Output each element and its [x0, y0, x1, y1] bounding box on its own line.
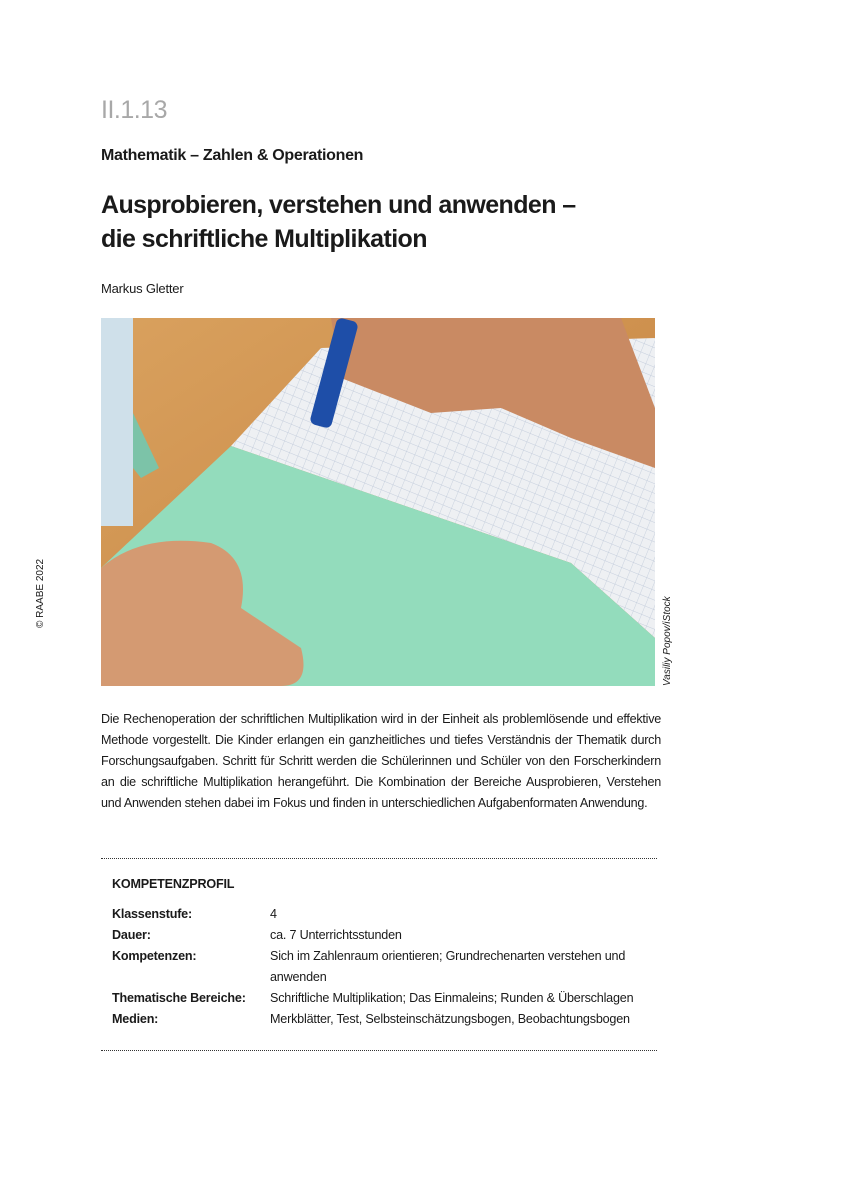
profile-row-klassenstufe — [112, 904, 657, 925]
photo-credit: Vasiliy Popov/iStock — [662, 596, 673, 686]
cover-photo — [101, 318, 655, 686]
row-label: Dauer: — [112, 928, 151, 942]
profile-row-kompetenzen — [112, 946, 657, 988]
intro-paragraph: Die Rechenoperation der schriftlichen Multiplikation wird in der Einheit als problemlösende und effektive Methode vorgestellt. Die Kinder erlangen ein ganzheitliches und tiefes Verständnis der Thematik durch Forschungsaufgaben. Schritt für Schritt werden die Schülerinnen und Schüler von den Forscherkindern an die schriftliche Multiplikation herangeführt. Die Kombination der Bereiche Ausprobieren, Verstehen und Anwenden stehen dabei im Fokus und finden in unterschiedlichen Aufgabenformaten Anwendung. — [101, 712, 661, 810]
profile-row-medien — [112, 1009, 657, 1030]
divider-top — [101, 858, 657, 859]
unit-code: II.1.13 — [101, 96, 167, 124]
row-value: Schriftliche Multiplikation; Das Einmaleins; Runden & Überschlagen — [270, 991, 634, 1005]
profile-row-bereiche — [112, 988, 657, 1009]
row-value: ca. 7 Unterrichtsstunden — [270, 928, 402, 942]
row-value: 4 — [270, 907, 277, 921]
row-label: Thematische Bereiche: — [112, 991, 246, 1005]
profile-row-dauer — [112, 925, 657, 946]
page-title — [101, 188, 576, 256]
row-label: Kompetenzen: — [112, 949, 197, 963]
profile-heading: KOMPETENZPROFIL — [112, 877, 235, 891]
competence-profile — [112, 877, 657, 1030]
row-value: Sich im Zahlenraum orientieren; Grundrechenarten verstehen und anwenden — [270, 949, 626, 984]
copyright: © RAABE 2022 — [35, 558, 46, 628]
title-line-1: Ausprobieren, verstehen und anwenden – — [101, 191, 576, 219]
row-value: Merkblätter, Test, Selbsteinschätzungsbogen, Beobachtungsbogen — [270, 1012, 630, 1026]
author: Markus Gletter — [101, 281, 184, 296]
row-label: Medien: — [112, 1012, 159, 1026]
subject-heading: Mathematik – Zahlen & Operationen — [101, 147, 364, 164]
row-label: Klassenstufe: — [112, 907, 192, 921]
title-line-2: die schriftliche Multiplikation — [101, 225, 427, 253]
divider-bottom — [101, 1050, 657, 1051]
